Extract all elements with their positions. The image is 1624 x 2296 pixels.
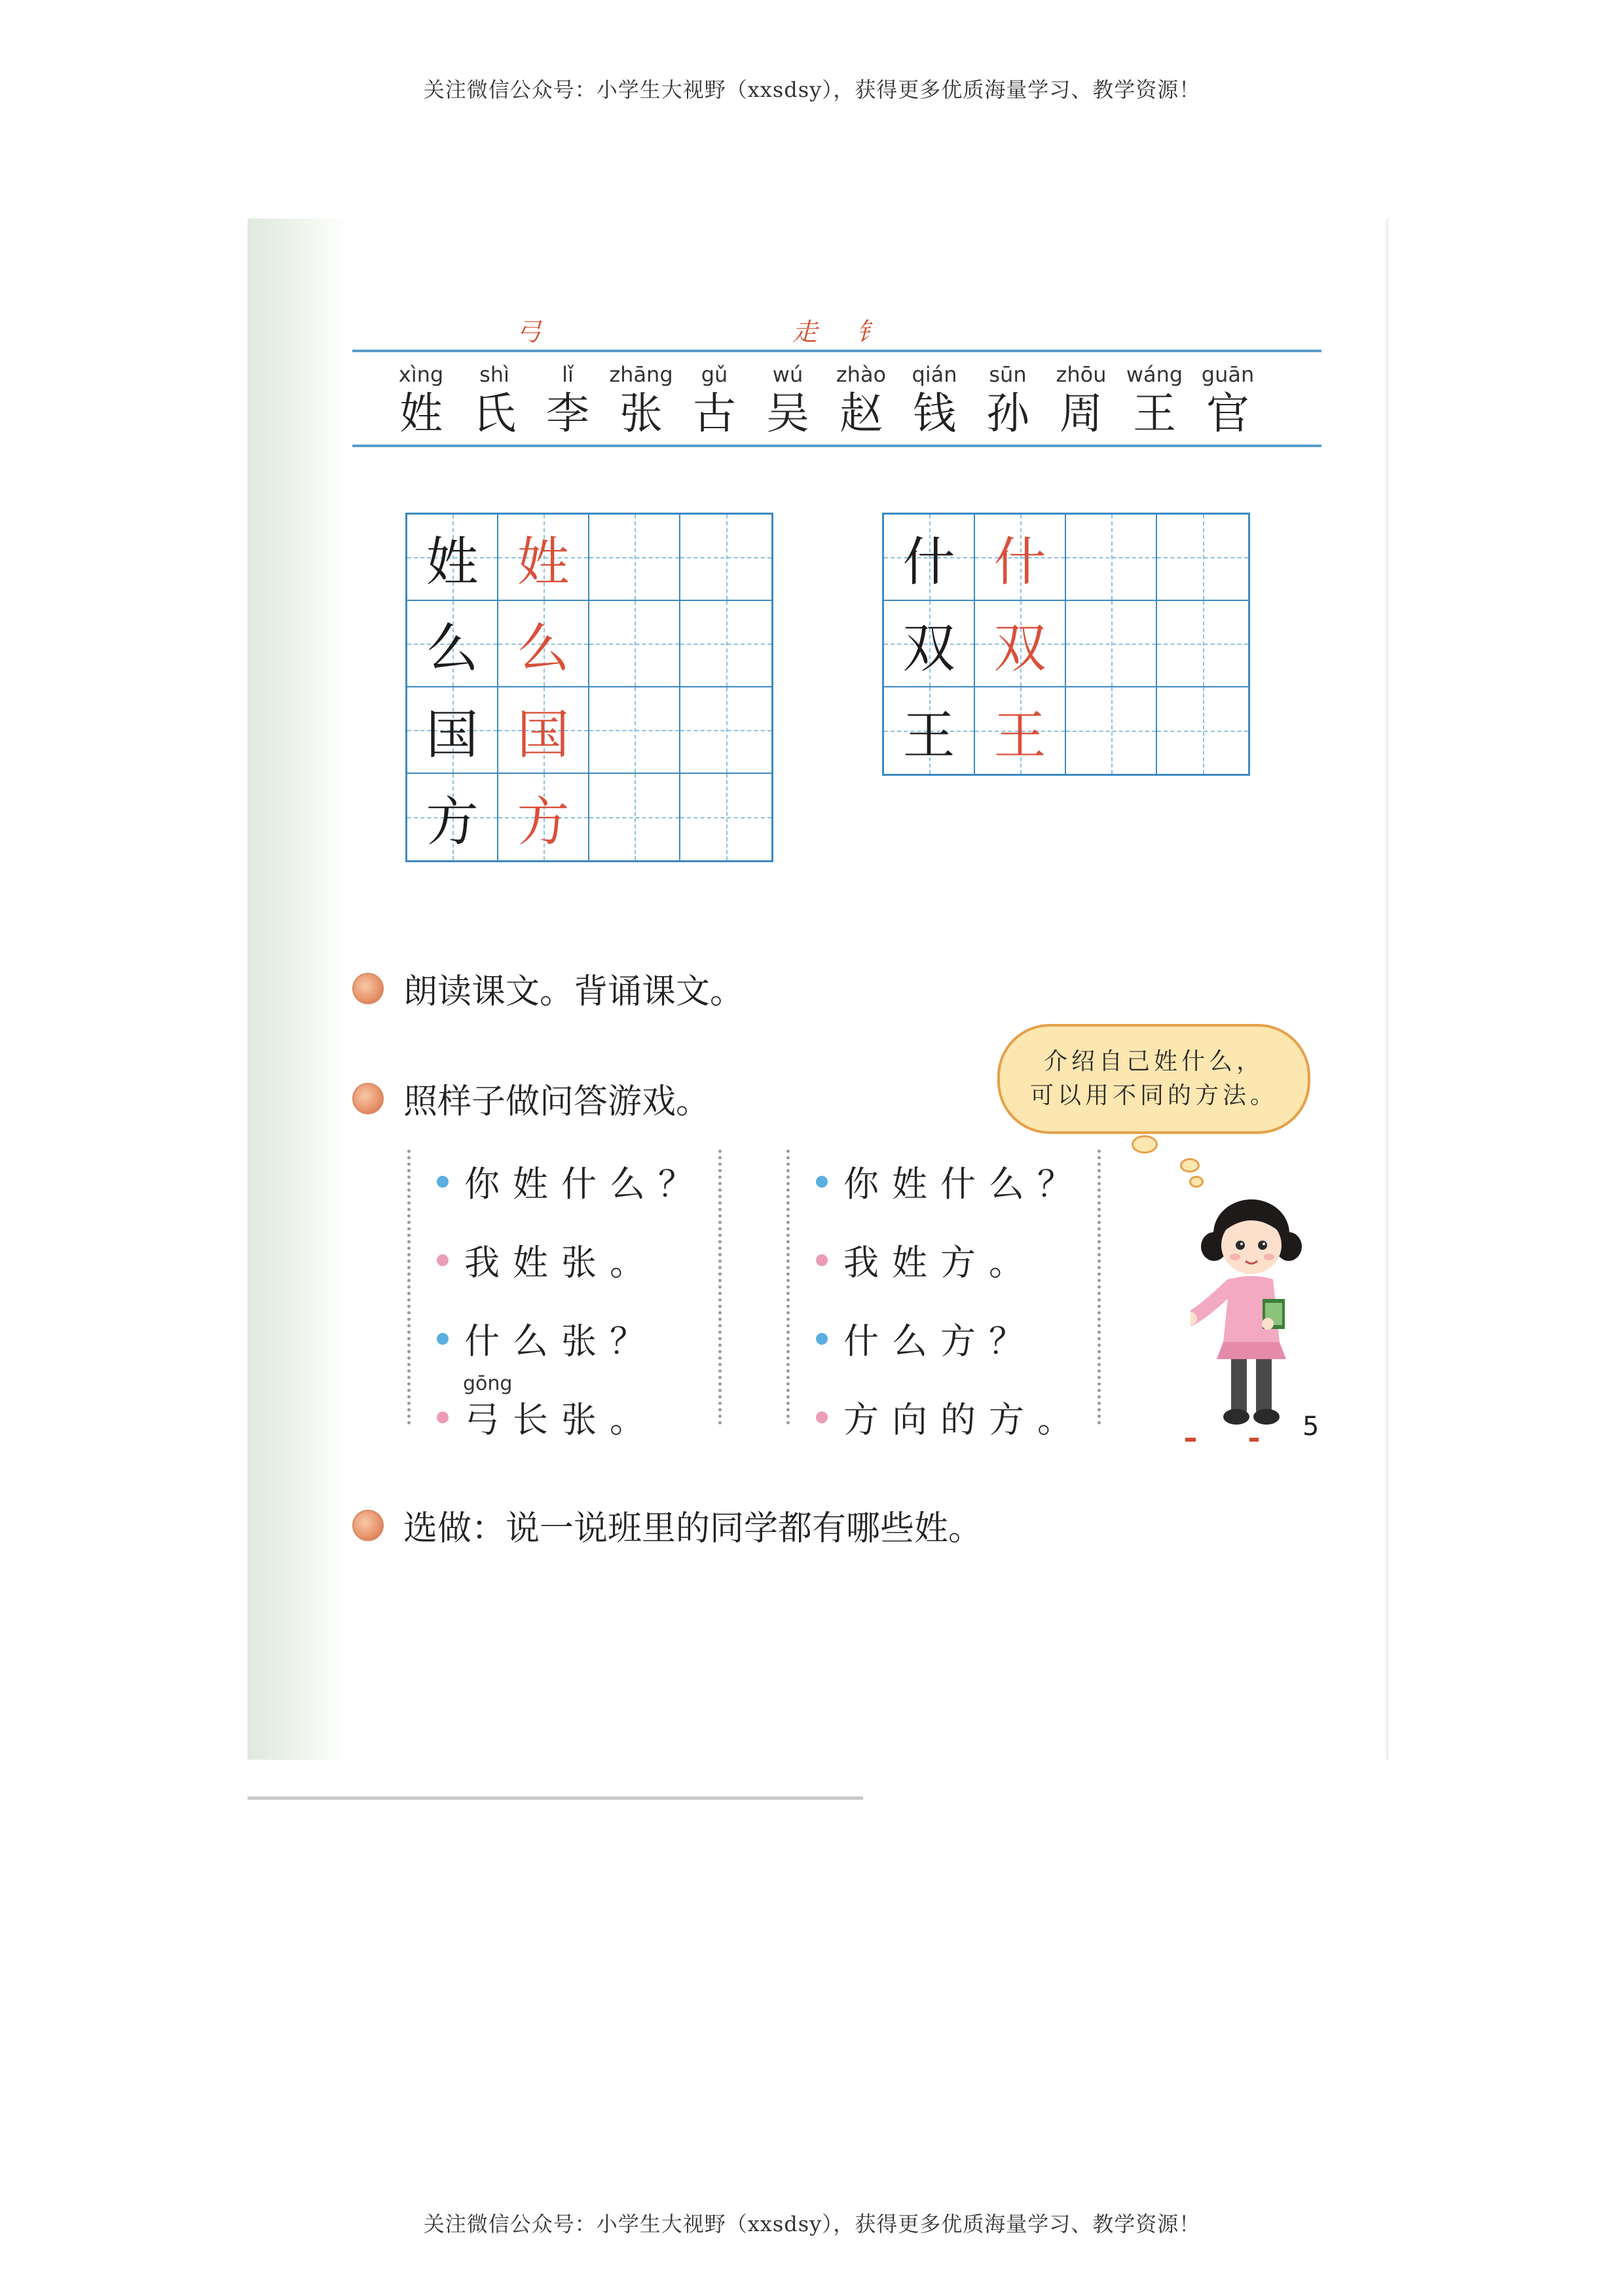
radical-mark: 走 bbox=[792, 318, 818, 346]
dialog-box-right bbox=[786, 1150, 1101, 1440]
model-char: 姓 bbox=[426, 531, 479, 592]
grid-cell-empty[interactable] bbox=[1157, 687, 1248, 774]
surname-item bbox=[902, 361, 967, 440]
hanzi: 孙 bbox=[986, 388, 1029, 439]
pinyin: lǐ bbox=[562, 362, 574, 387]
hanzi: 赵 bbox=[840, 388, 883, 439]
question-dot-icon bbox=[816, 1176, 828, 1188]
radical-mark: 钅 bbox=[857, 318, 882, 346]
bubble-line: 可以用不同的方法。 bbox=[1029, 1082, 1278, 1109]
scan-divider-line bbox=[248, 1796, 863, 1800]
trace-char: 什 bbox=[993, 531, 1046, 592]
dialog-line bbox=[437, 1392, 658, 1442]
hanzi: 官 bbox=[1206, 388, 1249, 439]
model-char: 么 bbox=[426, 617, 479, 679]
grid-cell-empty[interactable] bbox=[680, 774, 771, 860]
grid-cell bbox=[407, 601, 498, 687]
grid-cell bbox=[498, 687, 589, 774]
instruction-read bbox=[352, 964, 744, 1013]
dialog-text: 弓长张。 bbox=[464, 1399, 658, 1440]
grid-cell-empty[interactable] bbox=[680, 601, 771, 687]
dialog-text: 我姓张。 bbox=[464, 1242, 658, 1283]
pinyin: guān bbox=[1201, 362, 1255, 387]
instruction-text: 朗读课文。背诵课文。 bbox=[403, 972, 745, 1011]
textbook-page bbox=[248, 219, 1388, 1760]
hanzi: 王 bbox=[1133, 388, 1176, 439]
divider-top bbox=[352, 350, 1321, 352]
dialog-text: 什么张？ bbox=[464, 1321, 658, 1362]
surname-list bbox=[388, 361, 1261, 440]
grid-cell bbox=[407, 774, 498, 860]
dialog-line bbox=[816, 1392, 1086, 1442]
hanzi: 周 bbox=[1060, 388, 1103, 439]
grid-cell bbox=[975, 515, 1066, 601]
pinyin: wáng bbox=[1126, 362, 1183, 387]
hanzi: 氏 bbox=[473, 388, 516, 439]
grid-cell bbox=[975, 687, 1066, 774]
trace-char: 么 bbox=[517, 617, 570, 679]
surname-item bbox=[608, 361, 674, 440]
exercise-number-icon bbox=[352, 1083, 384, 1114]
writing-grid-left bbox=[405, 513, 773, 862]
question-dot-icon bbox=[437, 1333, 449, 1345]
answer-dot-icon bbox=[816, 1412, 828, 1423]
dialog-line bbox=[437, 1156, 707, 1207]
hanzi: 李 bbox=[546, 388, 589, 439]
pinyin: wú bbox=[772, 362, 803, 387]
trace-char: 双 bbox=[993, 617, 1046, 679]
dialog-text: 你姓什么？ bbox=[464, 1163, 707, 1205]
grid-cell bbox=[407, 515, 498, 601]
pinyin: qián bbox=[912, 362, 957, 387]
answer-dot-icon bbox=[437, 1412, 449, 1423]
exercise-number-icon bbox=[352, 973, 384, 1004]
grid-cell-empty[interactable] bbox=[589, 774, 680, 860]
radical-marks bbox=[352, 312, 1328, 344]
surname-item bbox=[1122, 361, 1187, 440]
surname-item bbox=[535, 361, 600, 440]
dialog-text: 我姓方。 bbox=[843, 1242, 1037, 1283]
grid-cell-empty[interactable] bbox=[1157, 601, 1248, 687]
surname-item bbox=[1048, 361, 1114, 440]
pinyin: zhào bbox=[836, 362, 887, 387]
pinyin: sūn bbox=[989, 362, 1027, 387]
red-mark bbox=[1249, 1438, 1259, 1442]
divider-bottom bbox=[352, 445, 1321, 447]
writing-grid-right bbox=[882, 513, 1250, 776]
dialog-line bbox=[816, 1235, 1037, 1285]
grid-cell-empty[interactable] bbox=[589, 601, 680, 687]
girl-illustration bbox=[1190, 1188, 1321, 1436]
dialog-text: 方向的方。 bbox=[843, 1399, 1086, 1440]
grid-cell bbox=[884, 601, 975, 687]
page-edge-right bbox=[1386, 219, 1388, 1760]
dialog-box-left bbox=[407, 1150, 722, 1440]
answer-dot-icon bbox=[437, 1254, 449, 1266]
bubble-line: 介绍自己姓什么， bbox=[1043, 1048, 1264, 1075]
instruction-game bbox=[352, 1074, 710, 1123]
answer-dot-icon bbox=[816, 1254, 828, 1266]
grid-cell-empty[interactable] bbox=[1066, 687, 1157, 774]
dialog-text: 什么方？ bbox=[843, 1321, 1037, 1362]
pinyin-annotation: gōng bbox=[463, 1372, 513, 1395]
pinyin: gǔ bbox=[701, 362, 728, 387]
surname-item bbox=[388, 361, 454, 440]
pinyin: zhāng bbox=[609, 362, 673, 387]
hanzi: 吴 bbox=[766, 388, 809, 439]
trace-char: 王 bbox=[993, 704, 1046, 766]
speech-bubble bbox=[997, 1024, 1310, 1134]
grid-cell bbox=[884, 687, 975, 774]
grid-cell-empty[interactable] bbox=[680, 515, 771, 601]
bubble-tail-dot bbox=[1189, 1176, 1204, 1188]
grid-cell bbox=[975, 601, 1066, 687]
hanzi: 钱 bbox=[913, 388, 956, 439]
model-char: 什 bbox=[902, 531, 955, 592]
pinyin: shì bbox=[479, 362, 509, 387]
bubble-tail-dot bbox=[1180, 1158, 1200, 1173]
trace-char: 方 bbox=[517, 791, 570, 852]
bubble-tail-dot bbox=[1132, 1135, 1158, 1154]
exercise-number-icon bbox=[352, 1510, 384, 1541]
instruction-text: 照样子做问答游戏。 bbox=[403, 1082, 710, 1121]
grid-cell-empty[interactable] bbox=[589, 515, 680, 601]
grid-cell-empty[interactable] bbox=[1066, 601, 1157, 687]
surname-item bbox=[828, 361, 894, 440]
dialog-line bbox=[437, 1313, 658, 1364]
instruction-text: 选做：说一说班里的同学都有哪些姓。 bbox=[403, 1509, 983, 1548]
surname-item bbox=[682, 361, 747, 440]
pinyin: zhōu bbox=[1056, 362, 1107, 387]
grid-cell-empty[interactable] bbox=[680, 687, 771, 774]
grid-cell-empty[interactable] bbox=[589, 687, 680, 774]
model-char: 国 bbox=[426, 704, 479, 765]
instruction-optional bbox=[352, 1501, 982, 1550]
grid-cell-empty[interactable] bbox=[1066, 515, 1157, 601]
watermark-top: 关注微信公众号：小学生大视野（xxsdsy），获得更多优质海量学习、教学资源！ bbox=[423, 77, 1201, 102]
surname-item bbox=[755, 361, 821, 440]
grid-cell bbox=[498, 515, 589, 601]
surname-item bbox=[462, 361, 527, 440]
model-char: 方 bbox=[426, 791, 479, 852]
dialog-line bbox=[816, 1313, 1037, 1364]
surname-item bbox=[975, 361, 1041, 440]
surname-item bbox=[1195, 361, 1261, 440]
dialog-line bbox=[437, 1235, 658, 1285]
model-char: 王 bbox=[902, 704, 955, 766]
watermark-bottom: 关注微信公众号：小学生大视野（xxsdsy），获得更多优质海量学习、教学资源！ bbox=[423, 2212, 1201, 2236]
hanzi: 姓 bbox=[399, 388, 443, 439]
dialog-line bbox=[816, 1156, 1086, 1207]
grid-cell bbox=[498, 601, 589, 687]
trace-char: 国 bbox=[517, 704, 570, 765]
question-dot-icon bbox=[437, 1176, 449, 1188]
grid-cell bbox=[498, 774, 589, 860]
hanzi: 古 bbox=[693, 388, 736, 439]
model-char: 双 bbox=[902, 617, 955, 679]
trace-char: 姓 bbox=[517, 531, 570, 592]
radical-mark: 弓 bbox=[516, 318, 542, 346]
pinyin: xìng bbox=[398, 362, 444, 387]
page-number: 5 bbox=[1302, 1412, 1320, 1442]
grid-cell bbox=[884, 515, 975, 601]
hanzi: 张 bbox=[619, 388, 663, 439]
grid-cell bbox=[407, 687, 498, 774]
page-edge-shadow bbox=[248, 219, 346, 1760]
question-dot-icon bbox=[816, 1333, 828, 1345]
grid-cell-empty[interactable] bbox=[1157, 515, 1248, 601]
dialog-text: 你姓什么？ bbox=[843, 1163, 1086, 1205]
red-mark bbox=[1185, 1438, 1196, 1442]
